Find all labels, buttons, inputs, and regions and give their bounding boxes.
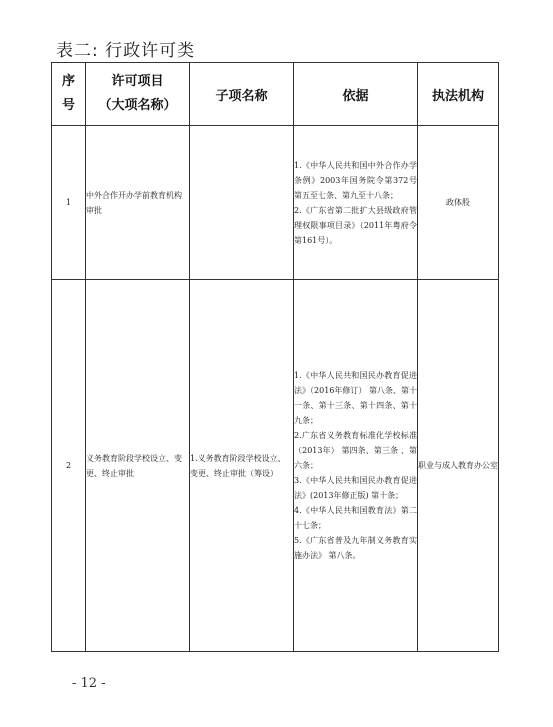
header-item-line2: （大项名称） bbox=[98, 98, 177, 113]
row-subitem bbox=[190, 126, 294, 280]
header-seq-line2: 号 bbox=[61, 98, 75, 113]
page-title: 表二: 行政许可类 bbox=[56, 41, 196, 61]
row-item: 中外合作开办学前教育机构审批 bbox=[86, 126, 190, 280]
row-subitem: 1.义务教育阶段学校设立、变更、终止审批（筹设） bbox=[190, 280, 294, 652]
row-agency: 职业与成人教育办公室 bbox=[418, 280, 499, 652]
row-basis bbox=[294, 126, 418, 280]
basis-entry: 3.《中华人民共和国民办教育促进法》(2013年修正版) 第十条； bbox=[294, 476, 417, 500]
row-item: 义务教育阶段学校设立、变更、终止审批 bbox=[86, 280, 190, 652]
basis-entry: 1.《中华人民共和国中外合作办学条例》2003年国务院令第372号第五至七条、第九至十八条； bbox=[294, 160, 417, 200]
row-agency: 政体股 bbox=[418, 126, 499, 280]
permits-table bbox=[51, 62, 499, 652]
table-row bbox=[52, 126, 499, 280]
basis-entry: 2.《广东省第二批扩大县级政府管理权限事项目录》（2011年粤府令第161号）。 bbox=[294, 205, 417, 245]
header-row bbox=[52, 63, 499, 126]
header-basis: 依据 bbox=[294, 63, 418, 126]
header-subitem: 子项名称 bbox=[190, 63, 294, 126]
row-seq: 1 bbox=[52, 126, 86, 280]
page-number: - 12 - bbox=[72, 676, 106, 691]
header-item-line1: 许可项目 bbox=[111, 74, 164, 89]
header-agency: 执法机构 bbox=[418, 63, 499, 126]
header-seq-line1: 序 bbox=[61, 74, 75, 89]
row-seq: 2 bbox=[52, 280, 86, 652]
basis-entry: 5.《广东省普及九年制义务教育实施办法》 第八条。 bbox=[294, 536, 417, 560]
header-seq bbox=[52, 63, 86, 126]
basis-entry: 4.《中华人民共和国教育法》第二十七条； bbox=[294, 506, 417, 530]
basis-entry: 2.广东省义务教育标准化学校标准（2013年） 第四条、第三条 、第六条； bbox=[294, 431, 417, 470]
header-item bbox=[86, 63, 190, 126]
row-basis bbox=[294, 280, 418, 652]
basis-entry: 1.《中华人民共和国民办教育促进法》（2016年修订） 第八条、第十一条、第十三条、第十四条、第十九条； bbox=[294, 371, 417, 425]
table-row bbox=[52, 280, 499, 652]
